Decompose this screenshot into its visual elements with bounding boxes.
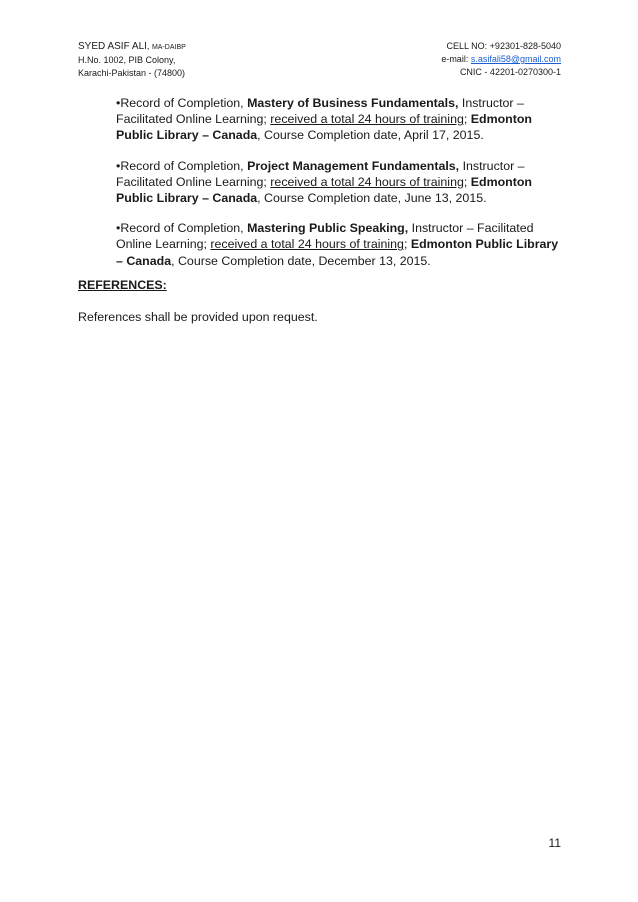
course-name: Project Management Fundamentals, [247, 158, 460, 173]
completion-date: , Course Completion date, June 13, 2015. [257, 191, 487, 206]
address-line-1: H.No. 1002, PIB Colony, [78, 55, 176, 65]
references-heading: REFERENCES: [78, 278, 167, 292]
training-hours: received a total 24 hours of training [210, 237, 404, 252]
training-hours: received a total 24 hours of training [270, 112, 464, 127]
author-name: SYED ASIF ALI [78, 41, 147, 52]
entry-instructor: Instructor – Facilitated Online Learning; [116, 221, 534, 252]
entry-instructor: Instructor – Facilitated Online Learning; [116, 158, 525, 189]
entry-separator: ; [463, 174, 471, 189]
entry-instructor: Instructor – Facilitated Online Learning; [116, 96, 524, 127]
entry-separator: ; [463, 112, 471, 127]
completion-date: , Course Completion date, April 17, 2015. [257, 128, 484, 143]
page-number: 11 [548, 836, 561, 850]
cnic-number: CNIC - 42201-0270300-1 [459, 67, 561, 77]
institution-name: Edmonton Public Library – Canada [116, 112, 533, 143]
address-line-2: Karachi-Pakistan - (74800) [78, 68, 186, 78]
course-name: Mastering Public Speaking, [247, 221, 409, 236]
author-credentials: MA-DAIBP [151, 44, 186, 51]
entry-separator: ; [403, 237, 411, 252]
list-item [116, 220, 566, 269]
email-link[interactable]: s.asifali58@gmail.com [470, 54, 561, 64]
course-name: Mastery of Business Fundamentals, [247, 96, 459, 110]
training-hours: received a total 24 hours of training [270, 174, 464, 189]
cell-number: CELL NO: +92301-828-5040 [446, 41, 561, 51]
entry-prefix: •Record of Completion, [116, 158, 248, 173]
references-text: References shall be provided upon request. [78, 310, 318, 324]
header-right [441, 40, 561, 79]
certifications-list [116, 95, 566, 283]
completion-date: , Course Completion date, December 13, 2015. [171, 253, 431, 268]
list-item [116, 158, 566, 207]
institution-name: Edmonton Public Library – Canada [116, 174, 533, 206]
email-line [441, 53, 561, 66]
email-label: e-mail: [441, 54, 471, 64]
list-item [116, 95, 566, 144]
institution-name: Edmonton Public Library – Canada [116, 237, 559, 268]
entry-prefix: •Record of Completion, [116, 221, 248, 236]
entry-prefix: •Record of Completion, [116, 96, 248, 110]
header-left: SYED ASIF ALI, MA-DAIBP H.No. 1002, PIB Colony, Karachi-Pakistan - (74800) [78, 41, 186, 78]
